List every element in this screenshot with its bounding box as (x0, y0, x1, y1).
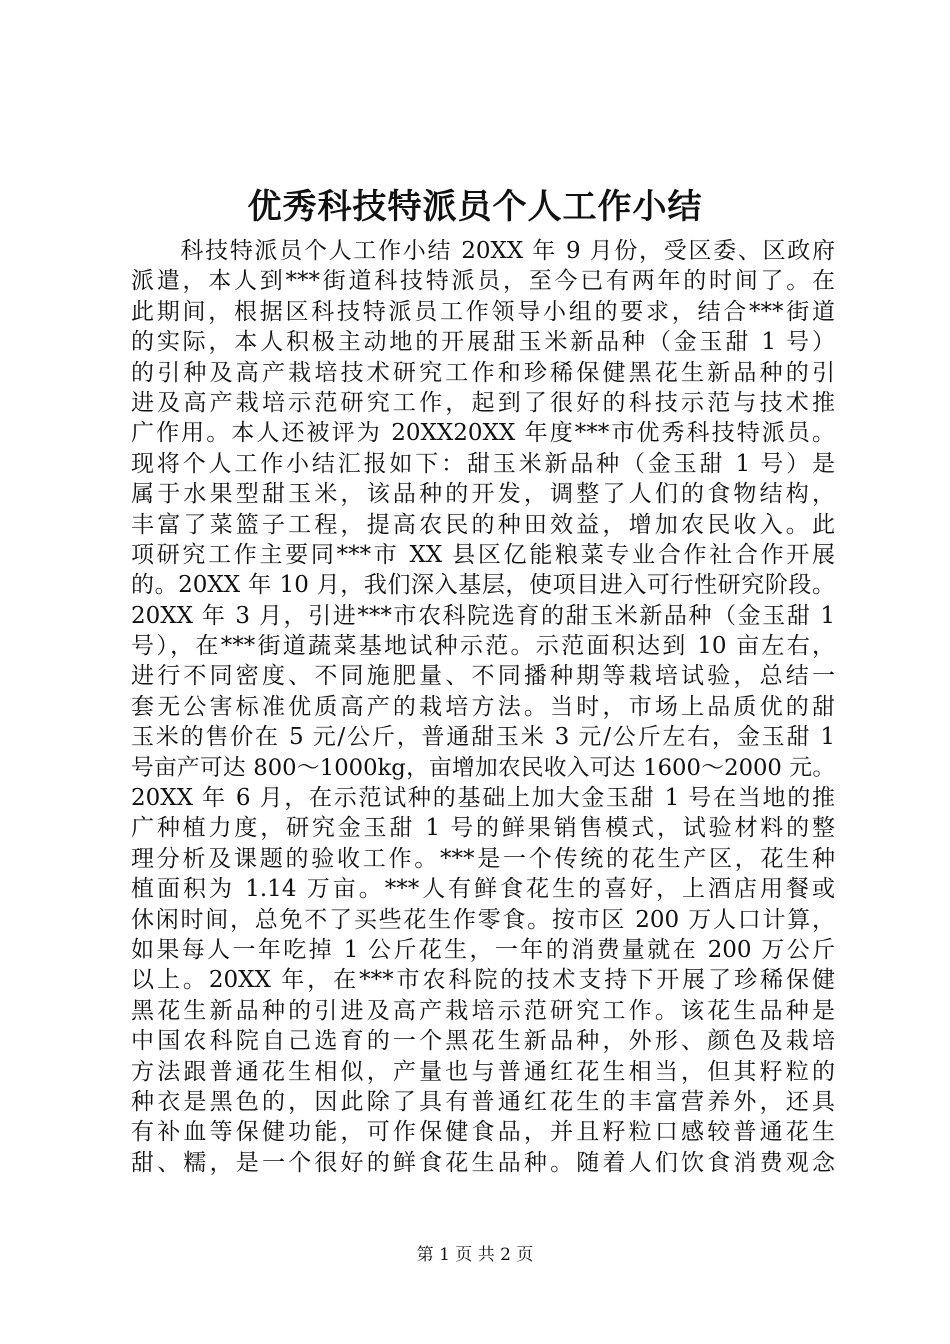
document-title: 优秀科技特派员个人工作小结 (247, 187, 703, 227)
text-line: 以上。20XX 年，在***市农科院的技术支持下开展了珍稀保健 (131, 967, 835, 994)
text-line: 方法跟普通花生相似，产量也与普通红花生相当，但其籽粒的 (131, 1058, 835, 1085)
text-line: 植面积为 1.14 万亩。***人有鲜食花生的喜好，上酒店用餐或 (131, 876, 835, 903)
text-line: 进行不同密度、不同施肥量、不同播种期等栽培试验，总结一 (131, 663, 835, 690)
text-line: 现将个人工作小结汇报如下：甜玉米新品种（金玉甜 1 号）是 (131, 450, 835, 477)
text-line: 科技特派员个人工作小结 20XX 年 9 月份，受区委、区政府 (131, 238, 835, 264)
text-line: 甜、糯，是一个很好的鲜食花生品种。随着人们饮食消费观念 (131, 1149, 835, 1176)
text-line: 黑花生新品种的引进及高产栽培示范研究工作。该花生品种是 (131, 997, 835, 1024)
text-line: 20XX 年 3 月，引进***市农科院选育的甜玉米新品种（金玉甜 1 (131, 602, 835, 629)
text-line: 理分析及课题的验收工作。***是一个传统的花生产区，花生种 (131, 845, 835, 872)
text-line: 广作用。本人还被评为 20XX20XX 年度***市优秀科技特派员。 (131, 420, 835, 447)
text-line: 套无公害标准优质高产的栽培方法。当时，市场上品质优的甜 (131, 693, 835, 720)
text-line: 中国农科院自己选育的一个黑花生新品种，外形、颜色及栽培 (131, 1028, 835, 1055)
text-line: 有补血等保健功能，可作保健食品，并且籽粒口感较普通花生 (131, 1119, 835, 1146)
text-line: 如果每人一年吃掉 1 公斤花生，一年的消费量就在 200 万公斤 (131, 936, 835, 963)
text-line: 的实际，本人积极主动地的开展甜玉米新品种（金玉甜 1 号） (131, 329, 835, 356)
text-line: 的。20XX 年 10 月，我们深入基层，使项目进入可行性研究阶段。 (131, 572, 835, 599)
text-line: 玉米的售价在 5 元/公斤，普通甜玉米 3 元/公斤左右，金玉甜 1 (131, 724, 835, 751)
text-line: 丰富了菜篮子工程，提高农民的种田效益，增加农民收入。此 (131, 511, 835, 538)
body-text (131, 236, 835, 1178)
text-line: 派遣，本人到***街道科技特派员，至今已有两年的时间了。在 (131, 268, 835, 295)
text-line: 种衣是黑色的，因此除了具有普通红花生的丰富营养外，还具 (131, 1088, 835, 1115)
text-line: 的引种及高产栽培技术研究工作和珍稀保健黑花生新品种的引 (131, 359, 835, 386)
text-line: 属于水果型甜玉米，该品种的开发，调整了人们的食物结构， (131, 481, 835, 508)
text-line: 此期间，根据区科技特派员工作领导小组的要求，结合***街道 (131, 298, 835, 325)
text-line: 项研究工作主要同***市 XX 县区亿能粮菜专业合作社合作开展 (131, 541, 835, 568)
text-line: 20XX 年 6 月，在示范试种的基础上加大金玉甜 1 号在当地的推 (131, 785, 835, 812)
text-line: 进及高产栽培示范研究工作，起到了很好的科技示范与技术推 (131, 389, 835, 416)
text-line: 休闲时间，总免不了买些花生作零食。按市区 200 万人口计算， (131, 906, 835, 933)
page-footer: 第 1 页 共 2 页 (416, 1245, 534, 1265)
text-line: 号），在***街道蔬菜基地试种示范。示范面积达到 10 亩左右， (131, 633, 835, 660)
text-line: 广种植力度，研究金玉甜 1 号的鲜果销售模式，试验材料的整 (131, 815, 835, 842)
text-line: 号亩产可达 800～1000kg，亩增加农民收入可达 1600～2000 元。 (131, 754, 835, 781)
